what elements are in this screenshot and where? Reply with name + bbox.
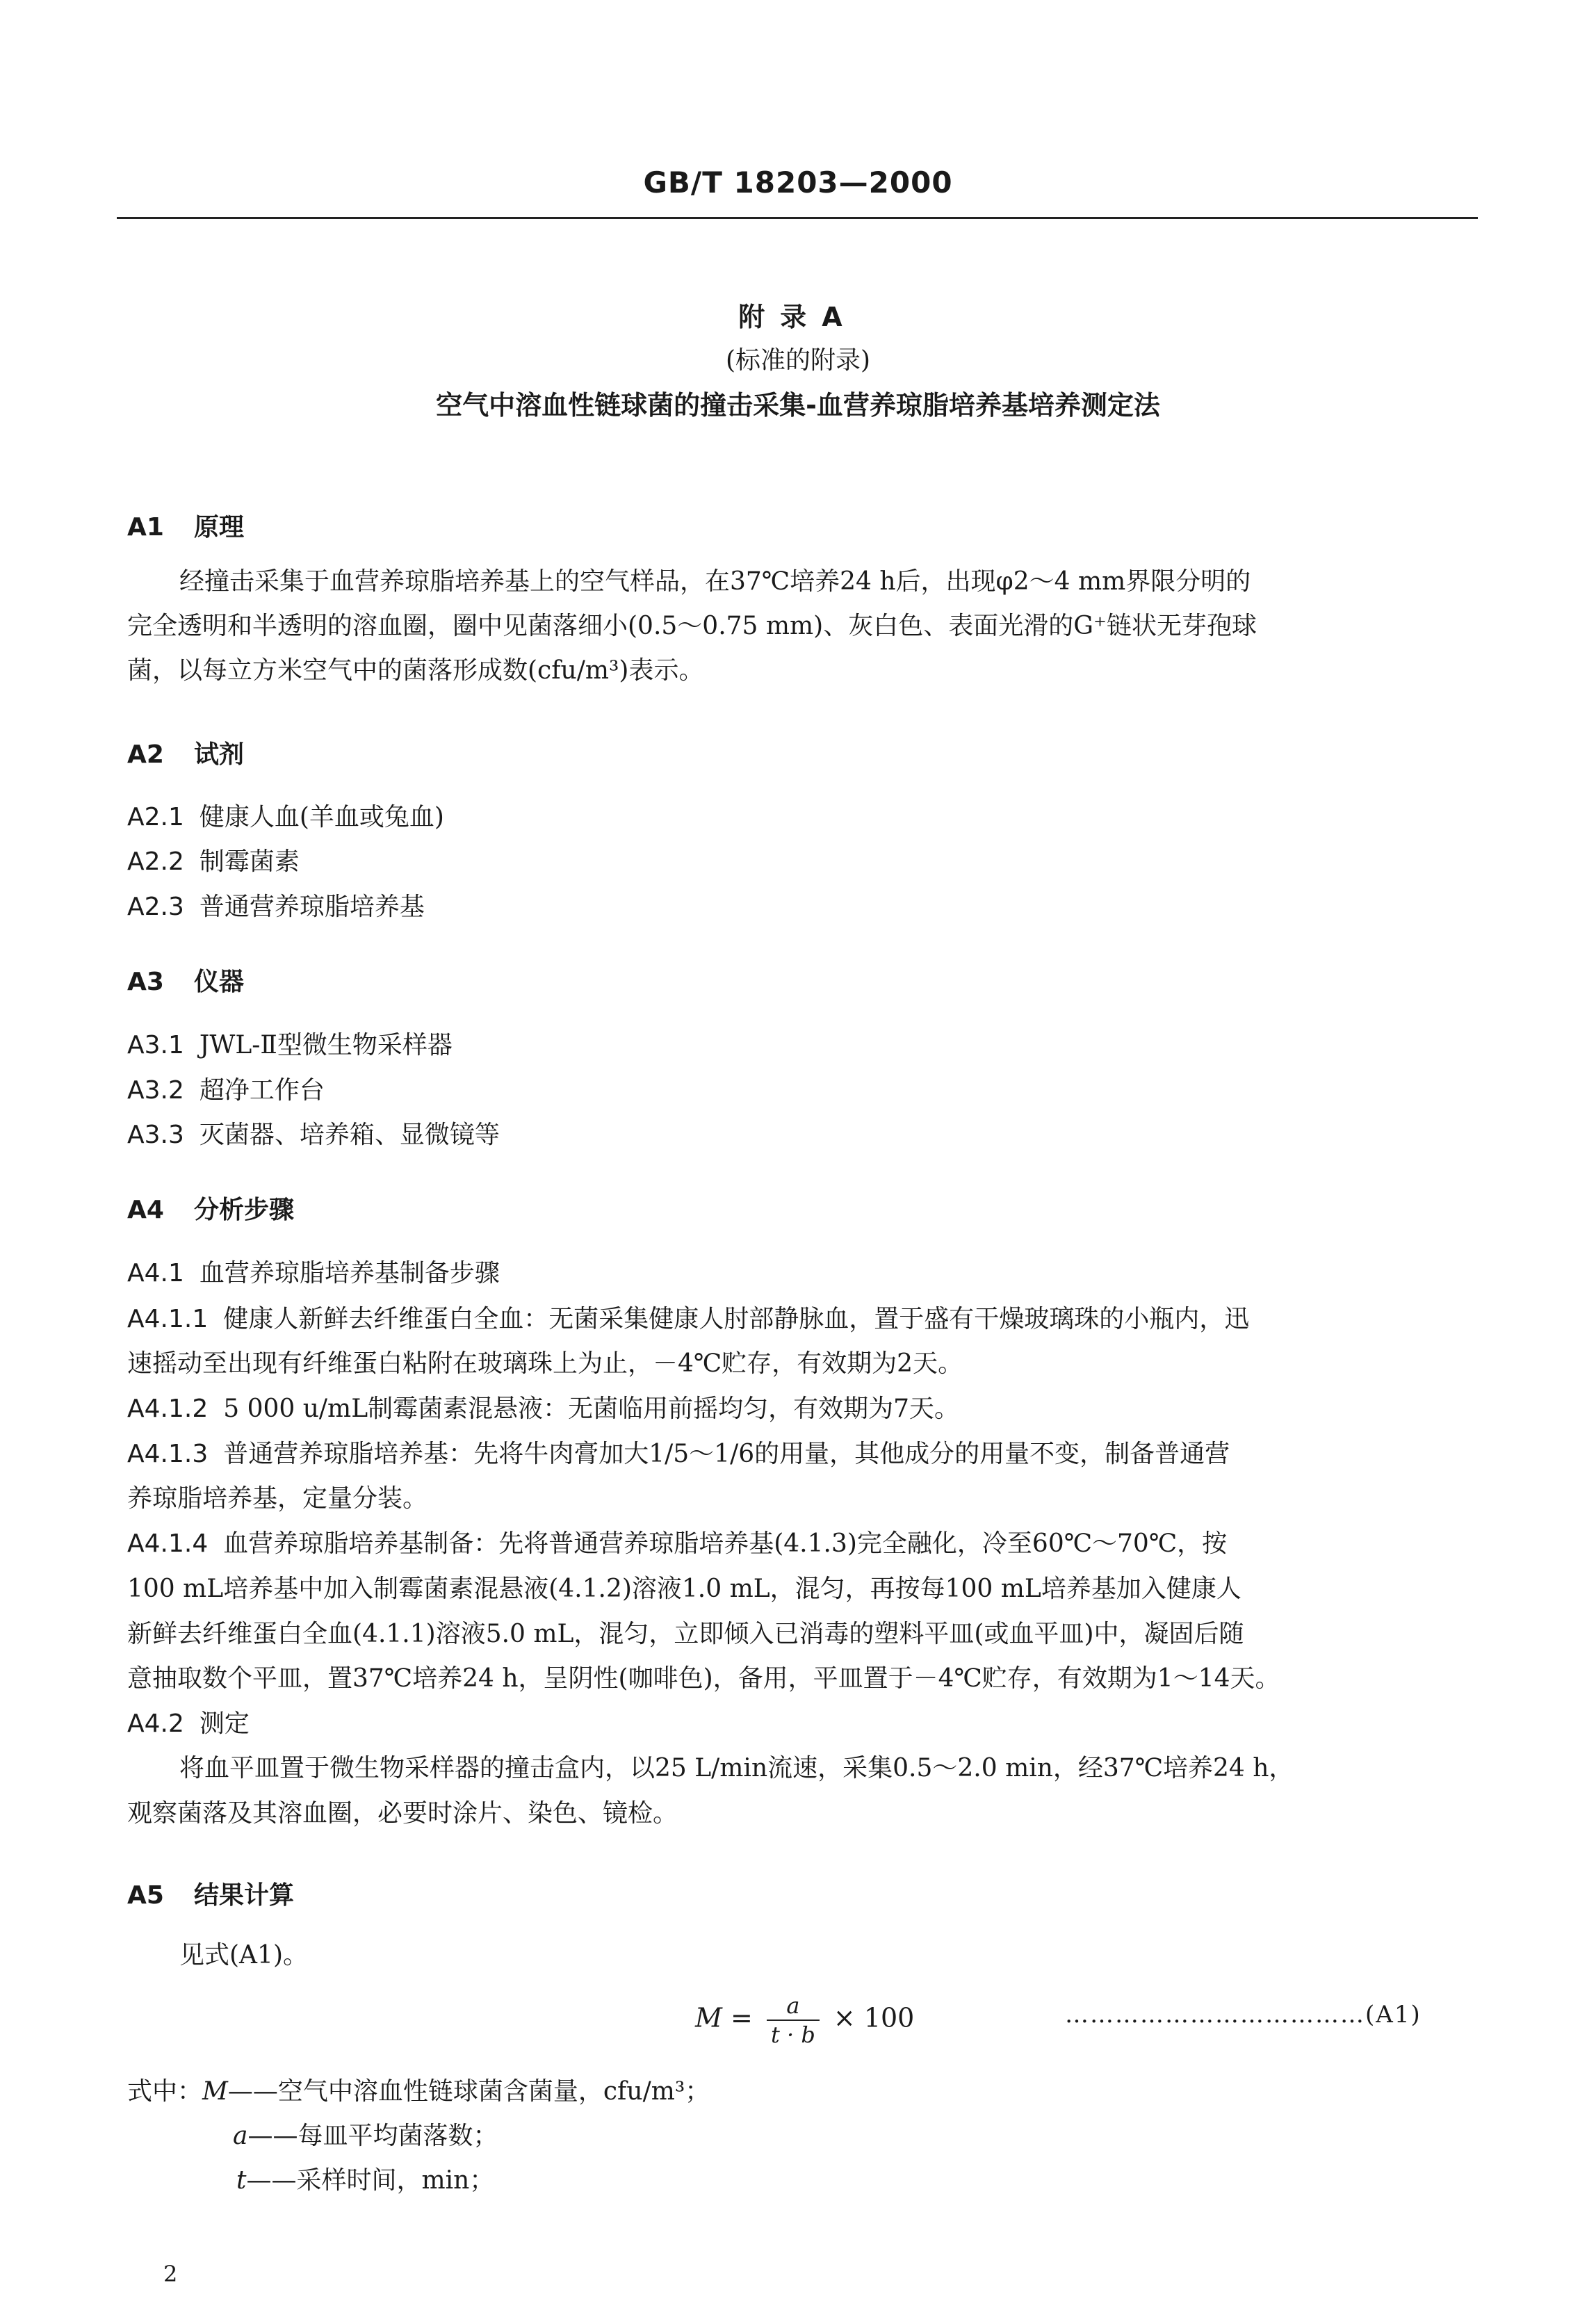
section-number: A2 — [127, 740, 164, 769]
a4-1-2-line — [127, 1389, 959, 1424]
where-line-1 — [127, 2072, 710, 2107]
item-number: A4.1.4 — [127, 1529, 209, 1558]
item-text: 超净工作台 — [199, 1076, 325, 1105]
a3-item-1 — [127, 1025, 453, 1061]
item-number: A2.3 — [127, 893, 184, 921]
a5-intro: 见式(A1)。 — [179, 1941, 308, 1969]
appendix-subtitle: (标准的附录) — [725, 346, 871, 375]
item-text: JWL-Ⅱ型微生物采样器 — [199, 1031, 453, 1059]
where-text: ——空气中溶血性链球菌含菌量，cfu/m³； — [227, 2077, 710, 2106]
section-title: 结果计算 — [194, 1881, 295, 1910]
where-text: ——采样时间，min； — [246, 2166, 495, 2195]
section-title: 分析步骤 — [194, 1196, 295, 1224]
section-number: A3 — [127, 968, 164, 996]
item-text: 健康人新鲜去纤维蛋白全血：无菌采集健康人肘部静脉血，置于盛有干燥玻璃珠的小瓶内，迅 — [223, 1305, 1250, 1333]
item-text: 测定 — [199, 1709, 250, 1738]
where-symbol: a — [233, 2122, 248, 2150]
item-number: A4.1.2 — [127, 1395, 209, 1423]
item-number: A2.2 — [127, 847, 184, 876]
item-text: 血营养琼脂培养基制备：先将普通营养琼脂培养基(4.1.3)完全融化，冷至60℃～70℃，按 — [223, 1529, 1228, 1558]
section-title: 原理 — [194, 513, 245, 542]
section-a2-heading — [127, 735, 244, 770]
item-text: 普通营养琼脂培养基 — [199, 893, 425, 921]
item-number: A3.3 — [127, 1121, 184, 1149]
section-number: A5 — [127, 1881, 164, 1910]
a4-2-heading — [127, 1704, 250, 1739]
section-a4-heading — [127, 1190, 294, 1226]
a3-item-2 — [127, 1071, 325, 1106]
item-number: A4.1 — [127, 1259, 184, 1287]
a1-line-1: 经撞击采集于血营养琼脂培养基上的空气样品，在37℃培养24 h后，出现φ2～4 mm界限分明的 — [179, 567, 1251, 596]
item-text: 制霉菌素 — [199, 847, 300, 876]
where-line-2 — [233, 2116, 498, 2152]
item-text: 健康人血(羊血或兔血) — [199, 803, 444, 831]
where-text: ——每皿平均菌落数； — [247, 2122, 498, 2150]
a1-line-2: 完全透明和半透明的溶血圈，圈中见菌落细小(0.5～0.75 mm)、灰白色、表面光滑的G⁺链状无芽孢球 — [127, 612, 1257, 640]
a4-1-4-cont-1: 100 mL培养基中加入制霉菌素混悬液(4.1.2)溶液1.0 mL，混匀，再按每100 mL培养基加入健康人 — [127, 1575, 1241, 1603]
formula-fraction — [767, 1992, 820, 2049]
item-text: 血营养琼脂培养基制备步骤 — [199, 1259, 500, 1287]
formula-factor: × 100 — [833, 2002, 915, 2033]
a4-2-line-2: 观察菌落及其溶血圈，必要时涂片、染色、镜检。 — [127, 1799, 678, 1828]
item-text: 灭菌器、培养箱、显微镜等 — [199, 1121, 500, 1149]
item-number: A3.2 — [127, 1076, 184, 1105]
item-number: A2.1 — [127, 803, 184, 831]
formula-label: ………………………………(A1) — [1065, 2001, 1422, 2029]
a2-item-2 — [127, 842, 300, 877]
appendix-name: 空气中溶血性链球菌的撞击采集-血营养琼脂培养基培养测定法 — [436, 390, 1160, 421]
item-number: A4.1.1 — [127, 1305, 209, 1333]
item-text: 5 000 u/mL制霉菌素混悬液：无菌临用前摇均匀，有效期为7天。 — [223, 1395, 960, 1423]
a4-1-3-cont: 养琼脂培养基，定量分装。 — [127, 1484, 428, 1513]
a4-1-4-cont-3: 意抽取数个平皿，置37℃培养24 h，呈阴性(咖啡色)，备用，平皿置于－4℃贮存，有效期为1～14天。 — [127, 1664, 1280, 1693]
formula-equals: = — [731, 2002, 753, 2033]
section-number: A4 — [127, 1196, 164, 1224]
section-title: 试剂 — [194, 740, 245, 769]
section-a5-heading — [127, 1876, 294, 1911]
formula-lhs: M — [695, 2002, 722, 2033]
formula-denominator: t · b — [767, 2020, 820, 2049]
standard-number: GB/T 18203—2000 — [643, 165, 953, 200]
a4-1-heading — [127, 1253, 500, 1289]
a2-item-1 — [127, 797, 444, 833]
section-title: 仪器 — [194, 968, 245, 996]
page-number: 2 — [163, 2261, 178, 2287]
a4-1-3-line — [127, 1434, 1230, 1470]
where-symbol: t — [236, 2166, 247, 2195]
section-number: A1 — [127, 513, 164, 542]
header-rule — [117, 217, 1478, 219]
a2-item-3 — [127, 887, 425, 923]
item-number: A4.2 — [127, 1709, 184, 1738]
appendix-title: 附录A — [738, 302, 858, 332]
formula-numerator: a — [786, 1992, 800, 2019]
a4-1-4-line — [127, 1524, 1227, 1559]
where-prefix: 式中： — [127, 2077, 203, 2106]
item-text: 普通营养琼脂培养基：先将牛肉膏加大1/5～1/6的用量，其他成分的用量不变，制备普通营 — [223, 1440, 1230, 1468]
a1-line-3: 菌，以每立方米空气中的菌落形成数(cfu/m³)表示。 — [127, 656, 704, 685]
a4-1-4-cont-2: 新鲜去纤维蛋白全血(4.1.1)溶液5.0 mL，混匀，立即倾入已消毒的塑料平皿(或血平皿)中，凝固后随 — [127, 1620, 1244, 1648]
a4-1-1-line — [127, 1299, 1249, 1335]
where-line-3 — [236, 2161, 494, 2196]
a3-item-3 — [127, 1115, 500, 1151]
item-number: A4.1.3 — [127, 1440, 209, 1468]
a4-1-1-cont: 速摇动至出现有纤维蛋白粘附在玻璃珠上为止，－4℃贮存，有效期为2天。 — [127, 1349, 963, 1378]
section-a3-heading — [127, 962, 244, 998]
a4-2-line-1: 将血平皿置于微生物采样器的撞击盒内，以25 L/min流速，采集0.5～2.0 min，经37℃培养24 h， — [179, 1754, 1294, 1782]
where-symbol: M — [202, 2077, 228, 2106]
formula-a1 — [695, 1992, 914, 2049]
item-number: A3.1 — [127, 1031, 184, 1059]
section-a1-heading — [127, 507, 244, 543]
